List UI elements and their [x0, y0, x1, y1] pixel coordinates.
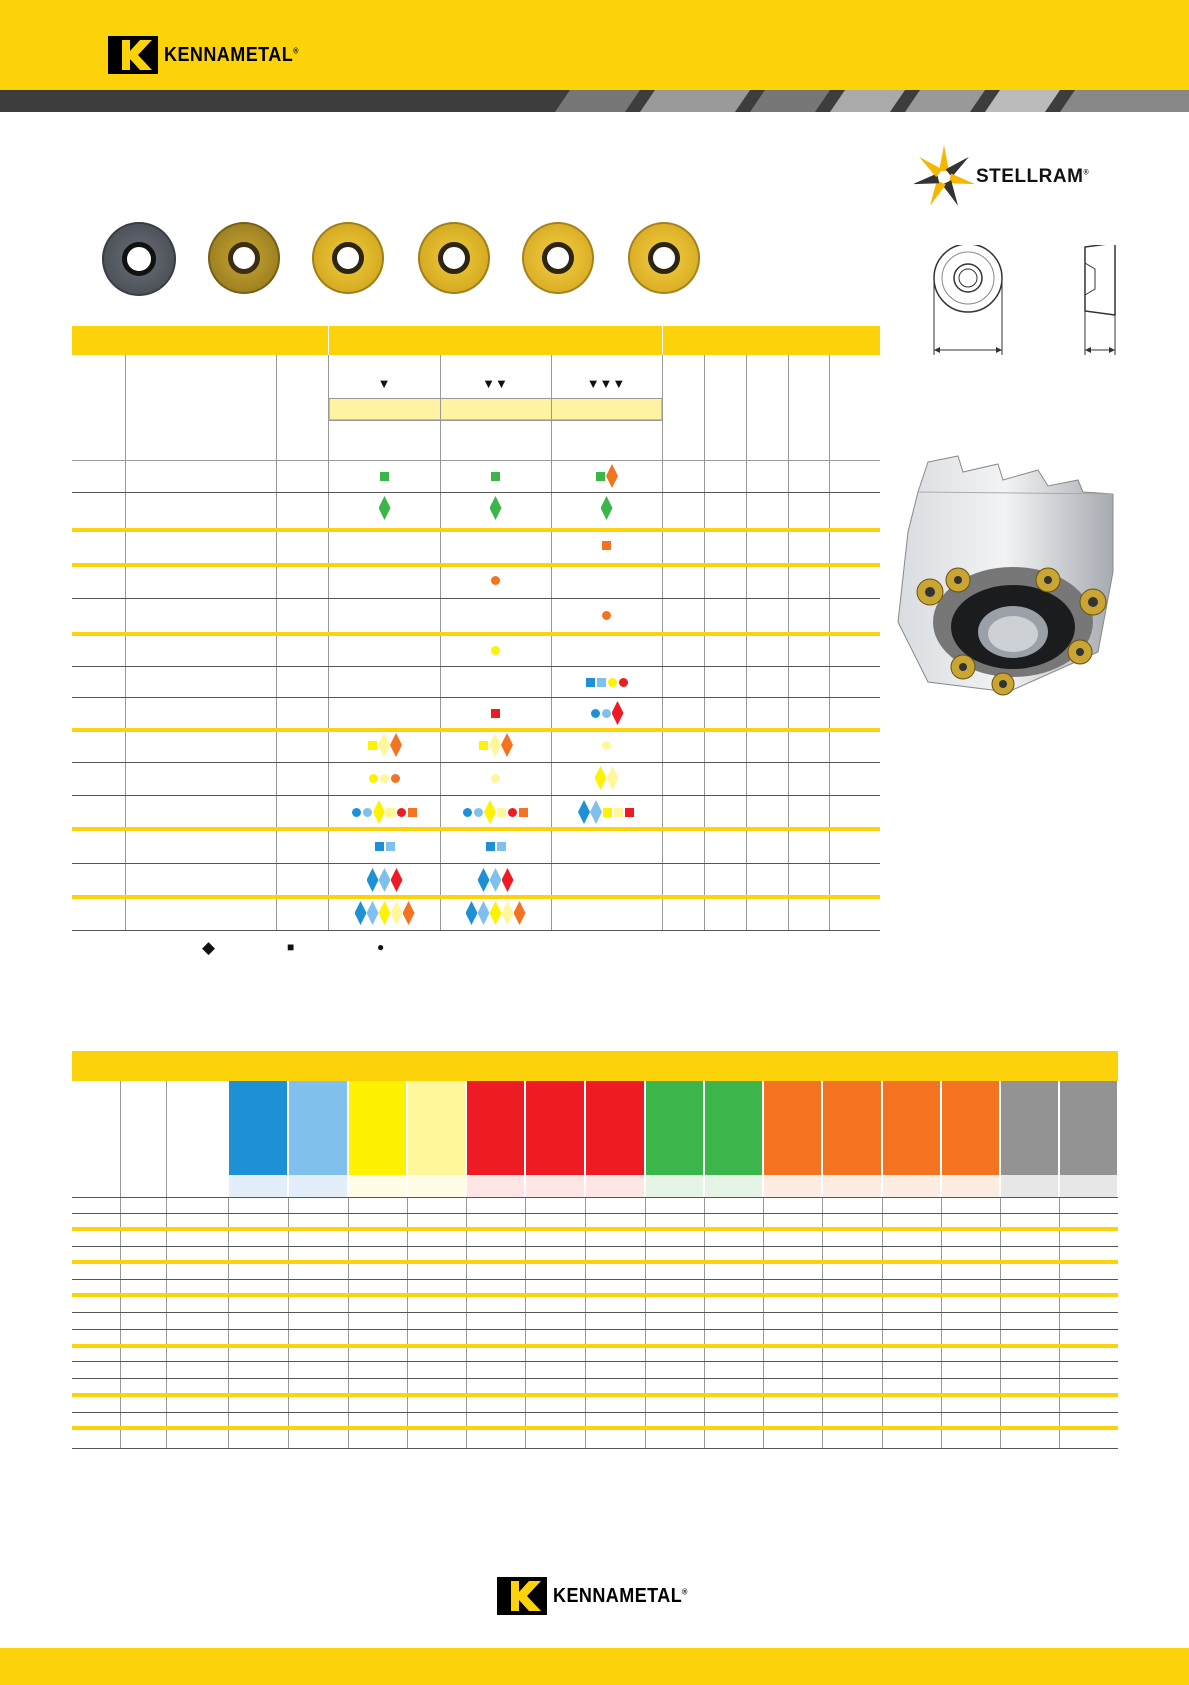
square-mark-icon — [380, 472, 389, 481]
material-tint-header — [289, 1175, 347, 1197]
header-rule — [329, 398, 662, 399]
grade-group-rule — [72, 1344, 1118, 1348]
square-mark-icon — [375, 842, 384, 851]
material-color-header — [408, 1081, 465, 1175]
grade-row-rule — [72, 1412, 1118, 1413]
material-tint-header — [349, 1175, 406, 1197]
mark-cell — [440, 698, 551, 728]
diamond-mark-icon — [501, 733, 513, 757]
diamond-mark-icon — [478, 901, 490, 925]
mark-cell — [440, 461, 551, 491]
diamond-mark-icon — [490, 901, 502, 925]
diamond-mark-icon — [379, 868, 391, 892]
diamond-mark-icon — [379, 496, 391, 520]
insert-photo-3 — [312, 222, 384, 294]
material-tint-header — [526, 1175, 584, 1197]
square-mark-icon — [386, 842, 395, 851]
row-rule — [72, 666, 880, 667]
header-stripe — [0, 90, 1189, 112]
material-tint-header — [229, 1175, 287, 1197]
square-mark-icon — [625, 808, 634, 817]
square-mark-icon — [497, 808, 506, 817]
square-mark-icon — [596, 472, 605, 481]
square-mark-icon — [408, 808, 417, 817]
mark-cell — [551, 600, 662, 630]
column-rule — [276, 355, 277, 930]
mark-cell — [329, 461, 440, 491]
material-tint-header — [467, 1175, 524, 1197]
material-tint-header — [942, 1175, 999, 1197]
material-color-header — [586, 1081, 644, 1175]
grade-group-rule — [72, 1393, 1118, 1397]
grade-row-rule — [72, 1378, 1118, 1379]
diamond-mark-icon — [403, 901, 415, 925]
diamond-mark-icon — [478, 868, 490, 892]
mark-cell — [440, 831, 551, 861]
diamond-mark-icon — [367, 868, 379, 892]
mark-cell — [551, 667, 662, 697]
grade-column-rule — [228, 1197, 229, 1448]
footer-bar — [0, 1648, 1189, 1685]
square-mark-icon — [486, 842, 495, 851]
circle-mark-icon — [369, 774, 378, 783]
group-rule — [72, 528, 880, 532]
grade-row-rule — [72, 1448, 1118, 1449]
grade-group-rule — [72, 1293, 1118, 1297]
grade-group-rule — [72, 1260, 1118, 1264]
diamond-mark-icon — [373, 800, 385, 824]
material-color-header — [467, 1081, 524, 1175]
diamond-mark-icon — [490, 496, 502, 520]
grade-column-rule — [585, 1197, 586, 1448]
circle-mark-icon — [602, 709, 611, 718]
diamond-mark-icon — [484, 800, 496, 824]
diamond-mark-icon — [391, 868, 403, 892]
circle-mark-icon — [608, 678, 617, 687]
grade-row-rule — [72, 1246, 1118, 1247]
circle-mark-icon — [491, 774, 500, 783]
material-color-header — [289, 1081, 347, 1175]
legend-circle-icon: ● — [377, 940, 385, 954]
row-rule — [72, 598, 880, 599]
column-rule — [829, 355, 830, 930]
circle-mark-icon — [602, 611, 611, 620]
column-rule — [788, 355, 789, 930]
trademark: ® — [293, 45, 299, 55]
diamond-mark-icon — [367, 901, 379, 925]
material-tint-header — [1060, 1175, 1117, 1197]
grade-column-rule — [822, 1197, 823, 1448]
mark-cell — [440, 730, 551, 760]
square-mark-icon — [386, 808, 395, 817]
stellram-logo — [914, 144, 1089, 210]
insert-photo-2 — [208, 222, 280, 294]
grade-column-rule — [1000, 1197, 1001, 1448]
mark-cell — [551, 763, 662, 793]
material-color-header — [883, 1081, 940, 1175]
diamond-mark-icon — [502, 868, 514, 892]
square-mark-icon — [586, 678, 595, 687]
insert-photo-6 — [628, 222, 700, 294]
grade-column-rule — [1059, 1197, 1060, 1448]
grade-group-rule — [72, 1426, 1118, 1430]
mark-cell — [551, 461, 662, 491]
diamond-mark-icon — [378, 733, 390, 757]
grade-row-rule — [72, 1361, 1118, 1362]
mark-cell — [440, 763, 551, 793]
square-mark-icon — [491, 472, 500, 481]
material-tint-header — [646, 1175, 703, 1197]
milling-cutter-image — [888, 452, 1138, 712]
circle-mark-icon — [619, 678, 628, 687]
mark-cell — [329, 865, 440, 895]
material-color-header — [942, 1081, 999, 1175]
material-color-header — [705, 1081, 762, 1175]
circle-mark-icon — [397, 808, 406, 817]
mark-cell — [551, 797, 662, 827]
mark-cell — [551, 493, 662, 523]
insert-dimension-drawing — [920, 245, 1130, 355]
diamond-mark-icon — [391, 901, 403, 925]
insert-photo-4 — [418, 222, 490, 294]
circle-mark-icon — [463, 808, 472, 817]
column-rule — [746, 355, 747, 930]
grade-column-rule — [882, 1197, 883, 1448]
diamond-mark-icon — [612, 701, 624, 725]
stellram-name: STELLRAM® — [976, 166, 1090, 187]
material-color-header — [823, 1081, 881, 1175]
header-rule — [329, 420, 662, 421]
material-tint-header — [586, 1175, 644, 1197]
diamond-mark-icon — [379, 901, 391, 925]
kennametal-logo — [108, 36, 314, 74]
material-color-header — [1001, 1081, 1058, 1175]
mark-cell — [551, 698, 662, 728]
mark-cell — [551, 730, 662, 760]
legend-diamond-icon: ◆ — [202, 938, 216, 957]
material-color-header — [646, 1081, 703, 1175]
circle-mark-icon — [474, 808, 483, 817]
feed-marker-light: ▼ — [377, 376, 391, 391]
circle-mark-icon — [391, 774, 400, 783]
selector-table-header-band — [72, 326, 880, 355]
diamond-mark-icon — [590, 800, 602, 824]
mark-cell — [440, 565, 551, 595]
circle-mark-icon — [363, 808, 372, 817]
circle-mark-icon — [352, 808, 361, 817]
square-mark-icon — [597, 678, 606, 687]
diamond-mark-icon — [489, 733, 501, 757]
material-color-header — [526, 1081, 584, 1175]
diamond-mark-icon — [390, 733, 402, 757]
grade-column-rule — [466, 1197, 467, 1448]
insert-photo-1 — [102, 222, 176, 296]
diamond-mark-icon — [355, 901, 367, 925]
diamond-mark-icon — [595, 766, 607, 790]
mark-cell — [440, 797, 551, 827]
row-rule — [72, 930, 880, 931]
diamond-mark-icon — [578, 800, 590, 824]
material-tint-header — [823, 1175, 881, 1197]
mark-cell — [551, 530, 662, 560]
mark-cell — [329, 831, 440, 861]
diamond-mark-icon — [502, 901, 514, 925]
diamond-mark-icon — [514, 901, 526, 925]
circle-mark-icon — [591, 709, 600, 718]
mark-cell — [329, 493, 440, 523]
square-mark-icon — [479, 741, 488, 750]
grade-row-rule — [72, 1329, 1118, 1330]
material-tint-header — [705, 1175, 762, 1197]
square-mark-icon — [497, 842, 506, 851]
diamond-mark-icon — [466, 901, 478, 925]
grade-group-rule — [72, 1227, 1118, 1231]
material-color-header — [764, 1081, 821, 1175]
kennametal-k-mark-icon — [108, 36, 158, 74]
material-tint-header — [883, 1175, 940, 1197]
circle-mark-icon — [508, 808, 517, 817]
circle-mark-icon — [491, 646, 500, 655]
grade-table-header-band — [72, 1051, 1118, 1081]
diamond-mark-icon — [490, 868, 502, 892]
grade-column-rule — [763, 1197, 764, 1448]
grade-row-rule — [72, 1312, 1118, 1313]
material-tint-header — [408, 1175, 465, 1197]
grade-column-rule — [704, 1197, 705, 1448]
column-rule — [704, 355, 705, 930]
grade-column-rule — [645, 1197, 646, 1448]
footer-kennametal-logo — [497, 1577, 703, 1615]
grade-column-rule — [941, 1197, 942, 1448]
footer-brand-name: KENNAMETAL — [553, 1584, 683, 1607]
footer-trademark: ® — [682, 1586, 688, 1596]
grade-row-rule — [72, 1279, 1118, 1280]
square-mark-icon — [368, 741, 377, 750]
square-mark-icon — [519, 808, 528, 817]
row-rule — [72, 863, 880, 864]
column-rule — [662, 355, 663, 930]
insert-photo-5 — [522, 222, 594, 294]
diamond-mark-icon — [606, 464, 618, 488]
grade-row-rule — [72, 1213, 1118, 1214]
mark-cell — [329, 730, 440, 760]
legend-square-icon: ■ — [287, 940, 295, 954]
row-rule — [72, 795, 880, 796]
mark-cell — [440, 865, 551, 895]
grade-row-rule — [72, 1197, 1118, 1198]
mark-cell — [329, 797, 440, 827]
circle-mark-icon — [491, 576, 500, 585]
feed-marker-heavy: ▼▼▼ — [586, 376, 626, 391]
material-color-header — [229, 1081, 287, 1175]
brand-name: KENNAMETAL — [164, 43, 294, 66]
circle-mark-icon — [602, 741, 611, 750]
square-mark-icon — [602, 541, 611, 550]
circle-mark-icon — [380, 774, 389, 783]
mark-cell — [440, 493, 551, 523]
diamond-mark-icon — [601, 496, 613, 520]
grade-column-rule — [525, 1197, 526, 1448]
mark-cell — [329, 763, 440, 793]
material-color-header — [349, 1081, 406, 1175]
square-mark-icon — [603, 808, 612, 817]
material-tint-header — [764, 1175, 821, 1197]
grade-column-rule — [288, 1197, 289, 1448]
grade-column-rule — [348, 1197, 349, 1448]
column-rule — [125, 355, 126, 930]
footer-k-mark-icon — [497, 1577, 547, 1615]
column-rule — [551, 355, 552, 930]
mark-cell — [329, 898, 440, 928]
stellram-star-icon — [914, 144, 974, 210]
diamond-mark-icon — [607, 766, 619, 790]
mark-cell — [440, 898, 551, 928]
material-color-header — [1060, 1081, 1117, 1175]
square-mark-icon — [491, 709, 500, 718]
mark-cell — [440, 635, 551, 665]
material-tint-header — [1001, 1175, 1058, 1197]
conditions-band — [329, 398, 662, 420]
grade-column-rule — [407, 1197, 408, 1448]
feed-marker-medium: ▼▼ — [482, 376, 508, 391]
square-mark-icon — [614, 808, 623, 817]
